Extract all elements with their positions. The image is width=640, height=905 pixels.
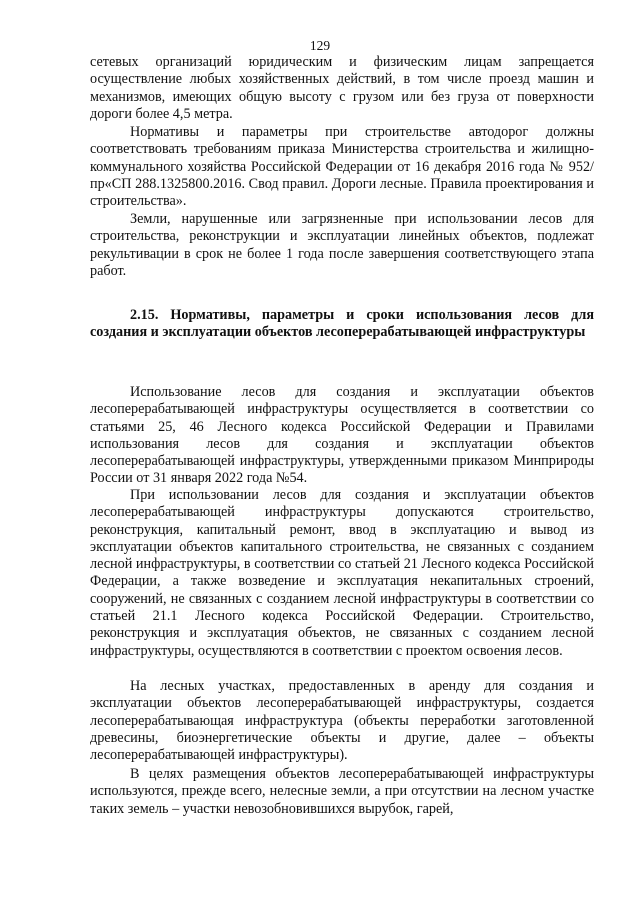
paragraph-construction-permitted: При использовании лесов для создания и эксплуатации объектов лесоперерабатывающей инфраструктуры допускаются строительство, реконструкция, капитальный ремонт, ввод в эксплуатацию и вывод из эксплуатации объектов капитального строительства, не связанных с созданием лесной инфраструктуры, в соответствии со статьей 21 Лесного кодекса Российской Федерации, а также возведение и эксплуатация некапитальных строений, сооружений, не связанных с созданием лесной инфраструктуры в соответствии со статьей 21.1 Лесного кодекса Российской Федерации. Строительство, реконструкция и эксплуатация объектов, не связанных с созданием лесной инфраструктуры, осуществляются в соответствии с проектом освоения лесов. [90, 487, 594, 659]
section-heading: 2.15. Нормативы, параметры и сроки использования лесов для создания и эксплуатации объектов лесоперерабатывающей инфраструктуры [90, 307, 594, 341]
paragraph-road-standards: Нормативы и параметры при строительстве автодорог должны соответствовать требованиям приказа Министерства строительства и жилищно-коммунального хозяйства Российской Федерации от 16 декабря 2016 года № 952/пр«СП 288.1325800.2016. Свод правил. Дороги лесные. Правила проектирования и строительства». [90, 124, 594, 210]
paragraph-land-recultivation: Земли, нарушенные или загрязненные при использовании лесов для строительства, реконструкции и эксплуатации линейных объектов, подлежат рекультивации в срок не более 1 года после завершения соответствующего этапа работ. [90, 211, 594, 279]
paragraph-placement-lands: В целях размещения объектов лесоперерабатывающей инфраструктуры используются, прежде всего, нелесные земли, а при отсутствии на лесном участке таких земель – участки невозобновившихся вырубок, гарей, [90, 766, 594, 817]
paragraph-forest-use-basis: Использование лесов для создания и эксплуатации объектов лесоперерабатывающей инфраструктуры осуществляется в соответствии со статьями 25, 46 Лесного кодекса Российской Федерации и Правилами использования лесов для создания и эксплуатации объектов лесоперерабатывающей инфраструктуры, утвержденными приказом Минприроды России от 31 января 2022 года №54. [90, 384, 594, 487]
paragraph-leased-plots: На лесных участках, предоставленных в аренду для создания и эксплуатации объектов лесоперерабатывающей инфраструктуры, создается лесоперерабатывающая инфраструктура (объекты переработки заготовленной древесины, биоэнергетические объекты и другие, далее – объекты лесоперерабатывающей инфраструктуры). [90, 678, 594, 764]
page-number: 129 [309, 38, 331, 53]
paragraph-continuation: сетевых организаций юридическим и физическим лицам запрещается осуществление любых хозяйственных действий, в том числе проезд машин и механизмов, имеющих общую высоту с грузом или без груза от поверхности дороги более 4,5 метра. [90, 54, 594, 122]
